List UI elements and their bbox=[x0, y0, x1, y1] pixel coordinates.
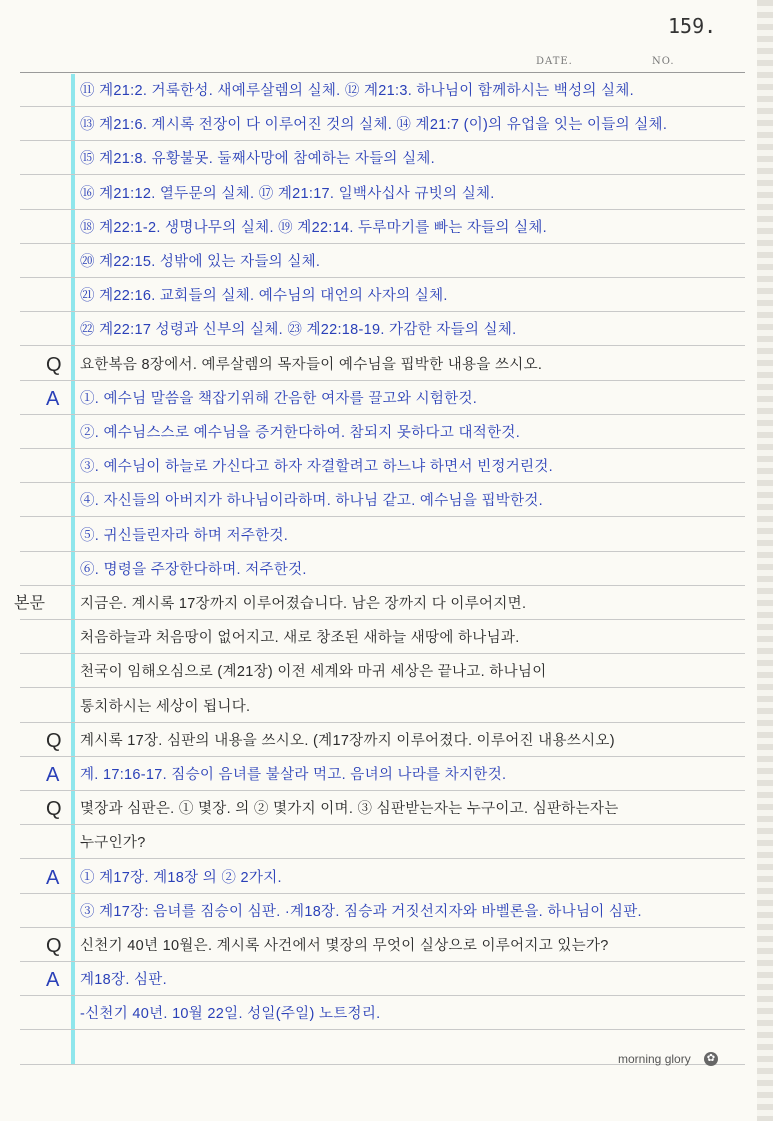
note-line: ③. 예수님이 하늘로 가신다고 하자 자결할려고 하느냐 하면서 빈정거린것. bbox=[80, 459, 553, 476]
ruled-line bbox=[20, 551, 745, 552]
note-line: 천국이 임해오심으로 (계21장) 이전 세계와 마귀 세상은 끝나고. 하나님이 bbox=[80, 664, 547, 681]
ruled-line bbox=[20, 858, 745, 859]
note-line: ⑮ 계21:8. 유황불못. 둘째사망에 참예하는 자들의 실체. bbox=[80, 151, 436, 168]
note-line: 처음하늘과 처음땅이 없어지고. 새로 창조된 새하늘 새땅에 하나님과. bbox=[80, 630, 520, 647]
ruled-line bbox=[20, 311, 745, 312]
note-line: ⑳ 계22:15. 성밖에 있는 자들의 실체. bbox=[80, 254, 321, 270]
note-line: ①. 예수님 말씀을 책잡기위해 간음한 여자를 끌고와 시험한것. bbox=[80, 390, 478, 407]
ruled-line bbox=[20, 482, 745, 483]
note-line: ②. 예수님스스로 예수님을 증거한다하여. 참되지 못하다고 대적한것. bbox=[80, 425, 521, 441]
note-line: 신천기 40년 10월은. 계시록 사건에서 몇장의 무엇이 실상으로 이루어지고 있는가? bbox=[80, 938, 609, 954]
line-marker: Q bbox=[46, 353, 62, 376]
no-label: NO. bbox=[652, 56, 675, 67]
ruled-line bbox=[20, 1029, 745, 1030]
ruled-line bbox=[20, 448, 745, 449]
line-marker: Q bbox=[46, 935, 62, 957]
note-line: ㉑ 계22:16. 교회들의 실체. 예수님의 대언의 사자의 실체. bbox=[80, 288, 448, 305]
note-line: ⑥. 명령을 주장한다하며. 저주한것. bbox=[80, 561, 307, 578]
note-line: 누구인가? bbox=[80, 835, 146, 852]
ruled-line bbox=[20, 790, 745, 791]
margin-line bbox=[71, 74, 75, 1064]
date-label: DATE. bbox=[536, 56, 573, 67]
ruled-line bbox=[20, 927, 745, 928]
note-line: ⑱ 계22:1-2. 생명나무의 실체. ⑲ 계22:14. 두루마기를 빠는 자들의 실체. bbox=[80, 219, 548, 236]
note-line: 요한복음 8장에서. 예루살렘의 목자들이 예수님을 핍박한 내용을 쓰시오. bbox=[80, 356, 543, 373]
line-marker: 본문 bbox=[14, 595, 45, 612]
ruled-line bbox=[20, 961, 745, 962]
line-marker: A bbox=[46, 764, 60, 786]
note-line: 통치하시는 세상이 됩니다. bbox=[80, 698, 251, 715]
ruled-line bbox=[20, 585, 745, 586]
note-line: ⑤. 귀신들린자라 하며 저주한것. bbox=[80, 527, 289, 544]
ruled-line bbox=[20, 380, 745, 381]
note-line: ⑪ 계21:2. 거룩한성. 새예루살렘의 실체. ⑫ 계21:3. 하나님이 함께하시는 백성의 실체. bbox=[80, 83, 634, 99]
ruled-line bbox=[20, 106, 745, 107]
line-marker: A bbox=[46, 866, 60, 889]
note-line: 계. 17:16-17. 짐승이 음녀를 불살라 먹고. 음녀의 나라를 차지한것. bbox=[80, 767, 507, 783]
note-line: ③ 계17장: 음녀를 짐승이 심판. ·계18장. 짐승과 거짓선지자와 바벨론을. 하나님이 심판. bbox=[80, 903, 642, 920]
ruled-line bbox=[20, 756, 745, 757]
ruled-line bbox=[20, 516, 745, 517]
ruled-line bbox=[20, 209, 745, 210]
note-line: ⑯ 계21:12. 열두문의 실체. ⑰ 계21:17. 일백사십사 규빗의 실체. bbox=[80, 185, 495, 202]
note-line: ④. 자신들의 아버지가 하나님이라하며. 하나님 같고. 예수님을 핍박한것. bbox=[80, 493, 544, 510]
ruled-line bbox=[20, 140, 745, 141]
ruled-line bbox=[20, 619, 745, 620]
header-rule bbox=[20, 72, 745, 73]
brand-name: morning glory bbox=[618, 1052, 691, 1066]
ruled-line bbox=[20, 174, 745, 175]
ruled-line bbox=[20, 414, 745, 415]
ruled-line bbox=[20, 722, 745, 723]
ruled-line bbox=[20, 345, 745, 346]
flower-icon: ✿ bbox=[704, 1052, 718, 1066]
ruled-line bbox=[20, 277, 745, 278]
note-line: 계18장. 심판. bbox=[80, 972, 167, 989]
ruled-line bbox=[20, 893, 745, 894]
page-number: 159. bbox=[668, 14, 717, 38]
ruled-line bbox=[20, 243, 745, 244]
line-marker: Q bbox=[46, 729, 62, 752]
note-line: ① 계17장. 계18장 의 ② 2가지. bbox=[80, 869, 282, 886]
ruled-line bbox=[20, 824, 745, 825]
line-marker: A bbox=[46, 969, 60, 992]
line-marker: A bbox=[46, 387, 60, 410]
ruled-line bbox=[20, 653, 745, 654]
note-line: ㉒ 계22:17 성령과 신부의 실체. ㉓ 계22:18-19. 가감한 자들의 실체. bbox=[80, 322, 517, 339]
line-marker: Q bbox=[46, 798, 62, 821]
note-line: -신천기 40년. 10월 22일. 성일(주일) 노트정리. bbox=[80, 1006, 381, 1023]
note-line: ⑬ 계21:6. 계시록 전장이 다 이루어진 것의 실체. ⑭ 계21:7 (이)의 유업을 잇는 이들의 실체. bbox=[80, 117, 668, 134]
ruled-line bbox=[20, 687, 745, 688]
perforated-edge bbox=[757, 0, 773, 1121]
note-line: 계시록 17장. 심판의 내용을 쓰시오. (계17장까지 이루어졌다. 이루어진 내용쓰시오) bbox=[80, 732, 615, 749]
ruled-line bbox=[20, 995, 745, 996]
note-line: 지금은. 계시록 17장까지 이루어졌습니다. 남은 장까지 다 이루어지면. bbox=[80, 596, 527, 612]
note-line: 몇장과 심판은. ① 몇장. 의 ② 몇가지 이며. ③ 심판받는자는 누구이고. 심판하는자는 bbox=[80, 801, 619, 818]
